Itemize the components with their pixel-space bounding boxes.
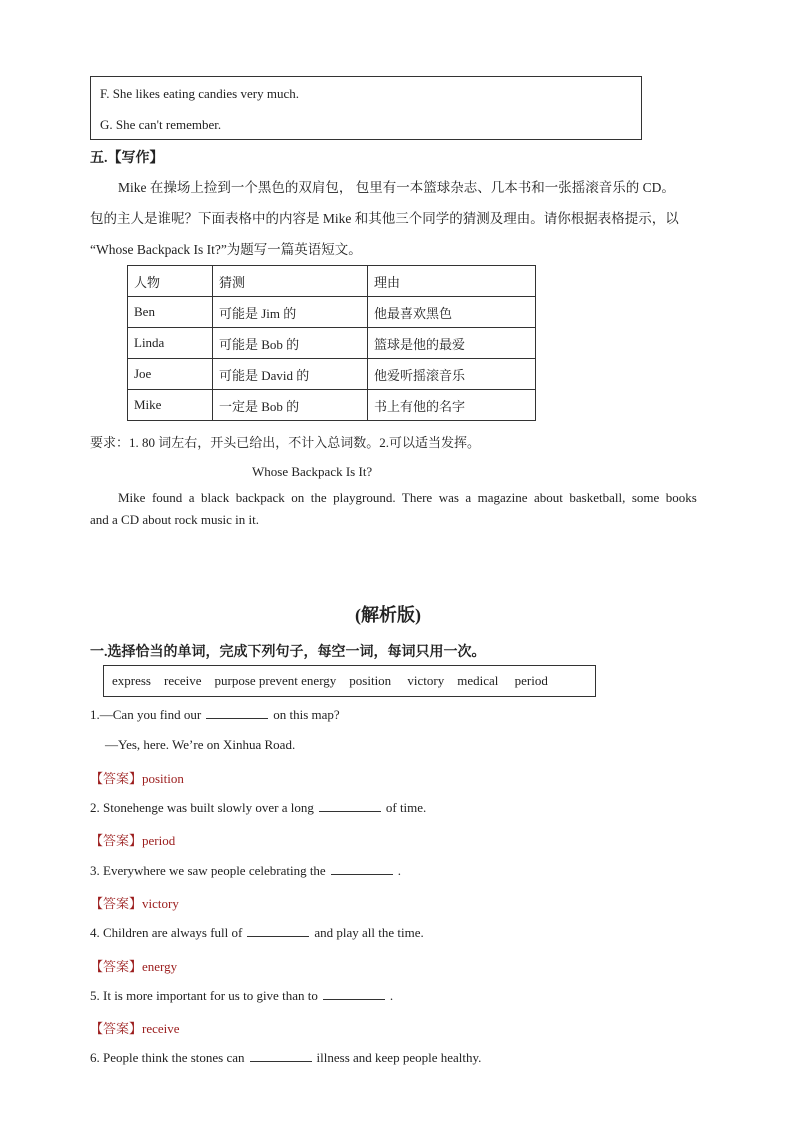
question-5: 5. It is more important for us to give than to .	[90, 988, 394, 1003]
writing-prompt-line3: “Whose Backpack Is It?”为题写一篇英语短文。	[90, 242, 362, 257]
table-header-cell: 猜测	[213, 266, 368, 297]
options-box	[90, 76, 642, 140]
answer-blank[interactable]	[250, 1049, 312, 1062]
table-header-cell: 人物	[128, 266, 213, 297]
option-f: F. She likes eating candies very much.	[100, 86, 299, 101]
writing-heading: 五.【写作】	[90, 151, 164, 166]
word-bank: express receive purpose prevent energy position victory medical period	[112, 673, 548, 688]
essay-title: Whose Backpack Is It?	[252, 464, 373, 479]
answer-blank[interactable]	[331, 862, 393, 875]
writing-prompt-line1: Mike 在操场上捡到一个黑色的双肩包， 包里有一本篮球杂志、几本书和一张摇滚音乐的 CD。	[118, 180, 675, 195]
answer-blank[interactable]	[319, 799, 381, 812]
option-g: G. She can't remember.	[100, 117, 222, 132]
table-cell: 可能是 David 的	[213, 359, 368, 390]
question-4: 4. Children are always full of and play all the time.	[90, 925, 424, 940]
answer-3: 【答案】victory	[90, 896, 179, 911]
question-3: 3. Everywhere we saw people celebrating the .	[90, 863, 401, 878]
essay-line1: Mike found a black backpack on the playground. There was a magazine about basketball, some books	[118, 490, 697, 505]
question-1: 1.—Can you find our on this map?	[90, 707, 340, 722]
answer-blank[interactable]	[206, 706, 268, 719]
table-header-row	[128, 266, 536, 297]
question-6: 6. People think the stones can illness and keep people healthy.	[90, 1050, 482, 1065]
answer-1: 【答案】position	[90, 771, 184, 786]
analysis-title: (解析版)	[355, 605, 421, 625]
writing-prompt-line2: 包的主人是谁呢？下面表格中的内容是 Mike 和其他三个同学的猜测及理由。请你根据表格提示，以	[90, 211, 679, 226]
table-cell: Joe	[128, 359, 213, 390]
essay-line2: and a CD about rock music in it.	[90, 512, 259, 527]
table-cell: 他爱听摇滚音乐	[368, 359, 536, 390]
answer-blank[interactable]	[247, 924, 309, 937]
table-cell: 可能是 Jim 的	[213, 297, 368, 328]
table-row	[128, 359, 536, 390]
writing-requirement: 要求：1. 80 词左右，开头已给出，不计入总词数。2.可以适当发挥。	[90, 435, 481, 450]
section1-heading: 一.选择恰当的单词，完成下列句子，每空一词，每词只用一次。	[90, 645, 486, 660]
table-row	[128, 328, 536, 359]
answer-2: 【答案】period	[90, 833, 176, 848]
question-1-reply: —Yes, here. We’re on Xinhua Road.	[105, 737, 296, 752]
table-cell: Ben	[128, 297, 213, 328]
table-cell: 篮球是他的最爱	[368, 328, 536, 359]
table-row	[128, 297, 536, 328]
answer-blank[interactable]	[323, 987, 385, 1000]
table-cell: 书上有他的名字	[368, 390, 536, 421]
table-cell: 他最喜欢黑色	[368, 297, 536, 328]
table-cell: 可能是 Bob 的	[213, 328, 368, 359]
question-2: 2. Stonehenge was built slowly over a long of time.	[90, 800, 427, 815]
answer-4: 【答案】energy	[90, 959, 178, 974]
answer-5: 【答案】receive	[90, 1021, 180, 1036]
word-bank-box	[103, 665, 596, 697]
table-cell: 一定是 Bob 的	[213, 390, 368, 421]
table-row	[128, 390, 536, 421]
table-cell: Mike	[128, 390, 213, 421]
table-cell: Linda	[128, 328, 213, 359]
guess-table	[127, 265, 536, 421]
table-header-cell: 理由	[368, 266, 536, 297]
